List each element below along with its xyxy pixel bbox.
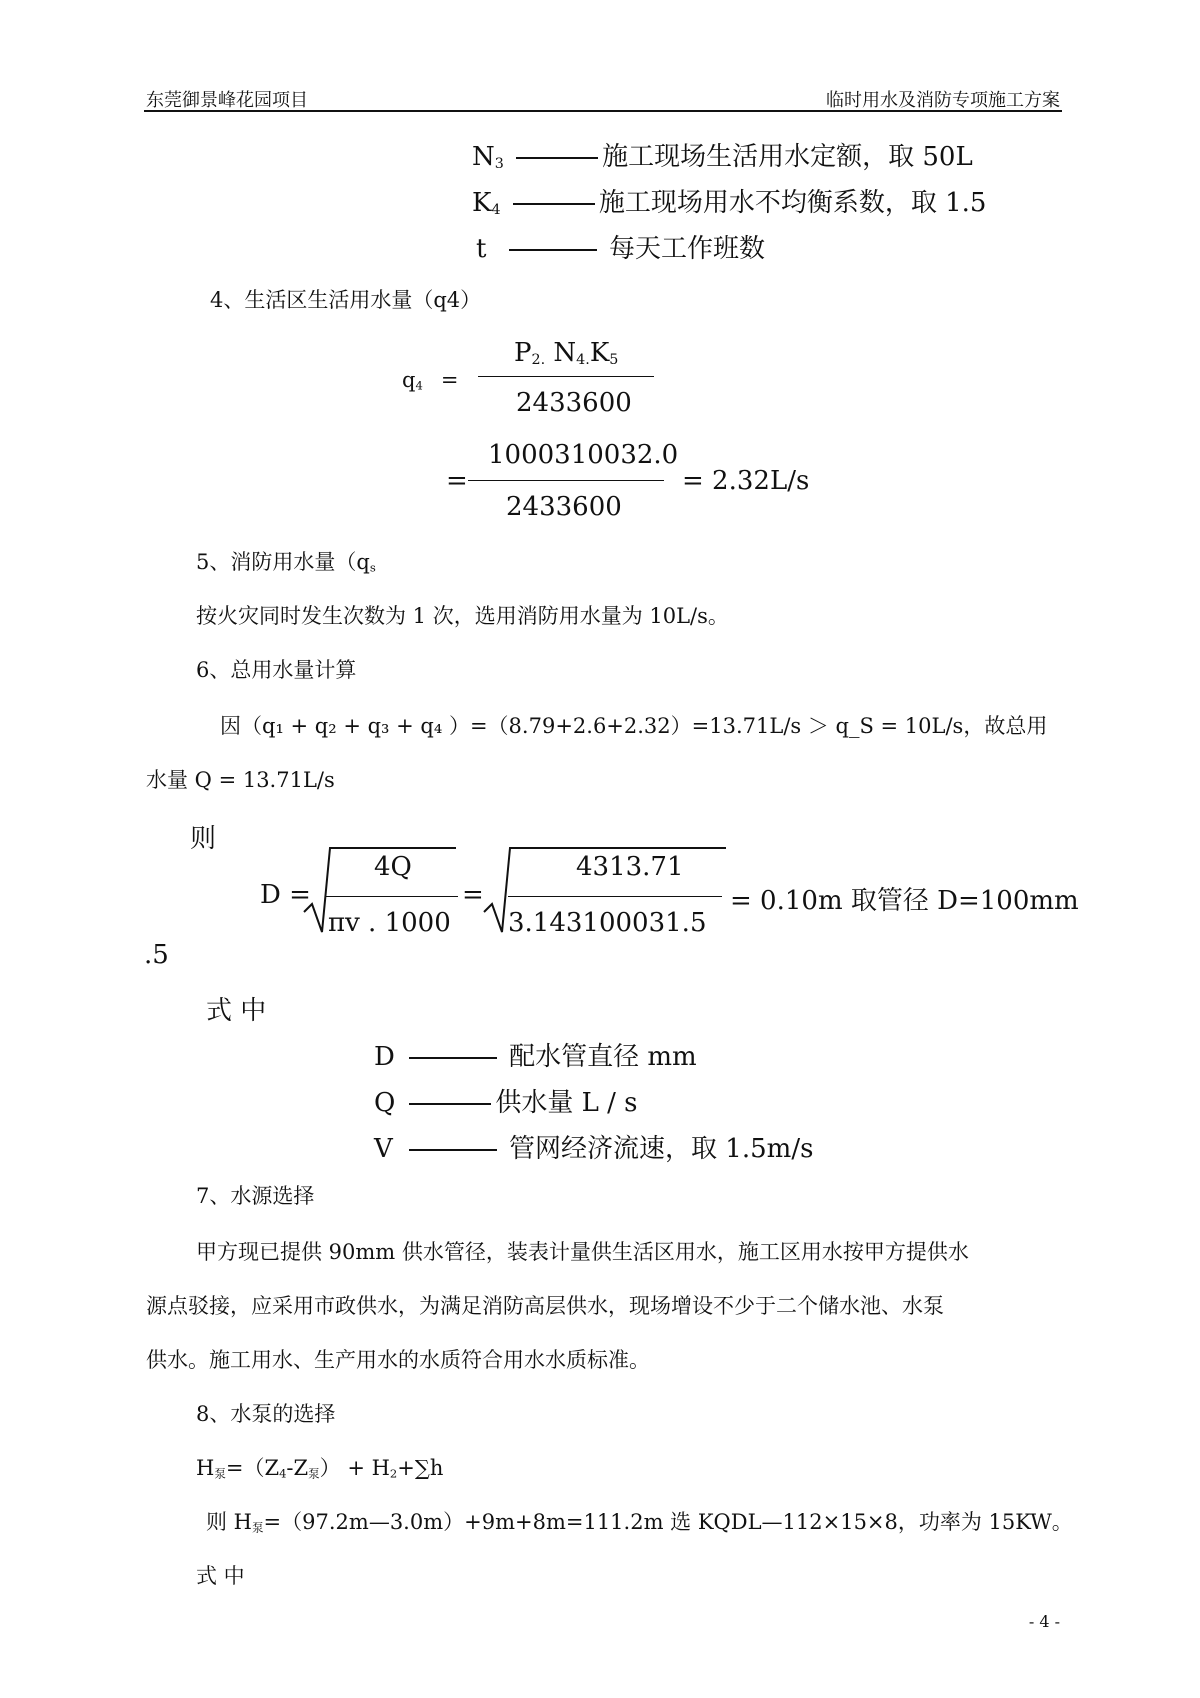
q4-denominator-2: 2433600 xyxy=(506,492,622,522)
def-row-t xyxy=(476,228,765,265)
def-dash xyxy=(509,249,597,251)
header-rule xyxy=(144,110,1062,112)
d-denominator-b: 3.143100031.5 xyxy=(508,908,707,938)
pump-formula: $H_泵=(Z_4-Z_泵) + H_2+\sum h$ xyxy=(196,1456,444,1481)
shizhong-heading-2: 式 中 xyxy=(196,1564,245,1588)
q4-lhs: $q_4$ = xyxy=(402,368,459,393)
d-fraction-bar-b xyxy=(508,896,722,897)
def-row-d: D 配水管直径 mm xyxy=(374,1042,697,1072)
section-7-p3: 供水。施工用水、生产用水的水质符合用水水质标准。 xyxy=(146,1348,650,1372)
q4-eq-2: = xyxy=(446,466,468,496)
section-5-text: 按火灾同时发生次数为 1 次，选用消防用水量为 10L/s。 xyxy=(196,604,729,628)
def-dash xyxy=(513,203,595,205)
def-symbol: K xyxy=(472,188,492,218)
section-7-p2: 源点驳接，应采用市政供水，为满足消防高层供水，现场增设不少于二个储水池、水泵 xyxy=(146,1294,944,1318)
def-symbol-sub: 3 xyxy=(494,155,504,172)
q4-numerator-2: 1000310032.0 xyxy=(488,440,679,470)
section-6-ze: 则 xyxy=(190,824,217,854)
q4-result: = 2.32L/s xyxy=(682,466,810,496)
q4-denominator-1: 2433600 xyxy=(516,388,632,418)
pump-calculation: 则 $H_泵=(97.2m—3.0m)+9m+8m=111.2m$ 选 KQDL—112×15×8，功率为 15KW。 xyxy=(206,1510,1073,1535)
d-result: = 0.10m 取管径 D=100mm xyxy=(730,886,1079,916)
def-row-n3 xyxy=(472,136,973,173)
def-text: 每天工作班数 xyxy=(600,234,765,264)
page-number: - 4 - xyxy=(1028,1612,1060,1631)
d-numerator-b: 4313.71 xyxy=(576,852,684,882)
def-symbol-sub: 4 xyxy=(491,201,501,218)
q4-fraction-bar-1 xyxy=(478,376,654,377)
section-6-line-1: 因（q₁ + q₂ + q₃ + q₄ ）=（8.79+2.6+2.32）=13.71L/s ＞ q_S = 10L/s，故总用 xyxy=(220,714,1048,738)
q4-fraction-bar-2 xyxy=(468,480,664,481)
def-row-q: Q 供水量 L / s xyxy=(374,1088,638,1118)
section-7-p1: 甲方现已提供 90mm 供水管径，装表计量供生活区用水，施工区用水按甲方提供水 xyxy=(196,1240,969,1264)
def-row-k4 xyxy=(472,182,986,219)
def-symbol: t xyxy=(476,234,487,264)
section-6-line-2: 水量 Q = 13.71L/s xyxy=(146,768,335,792)
header-document-title: 临时用水及消防专项施工方案 xyxy=(826,90,1060,111)
d-fraction-bar-a xyxy=(326,896,458,897)
shizhong-heading-1: 式 中 xyxy=(206,996,267,1026)
section-8-title: 8、水泵的选择 xyxy=(196,1402,336,1426)
def-text: 施工现场用水不均衡系数，取 1.5 xyxy=(598,188,987,218)
d-numerator-a: 4Q xyxy=(374,852,412,882)
d-lhs: D = xyxy=(260,880,311,910)
d-denominator-a: πv . 1000 xyxy=(328,908,451,938)
q4-numerator-1: $P_{2.}$ $N_{4.}K_5$ xyxy=(514,338,619,368)
def-text: 施工现场生活用水定额，取 50L xyxy=(602,142,973,172)
def-symbol: N xyxy=(472,142,495,172)
d-result-tail: .5 xyxy=(144,940,169,970)
def-row-v: V 管网经济流速，取 1.5m/s xyxy=(374,1134,814,1164)
d-eq-mid: = xyxy=(462,880,484,910)
section-5-title: 5、消防用水量（$q_s$ xyxy=(196,550,376,575)
section-6-title: 6、总用水量计算 xyxy=(196,658,357,682)
header-project-name: 东莞御景峰花园项目 xyxy=(146,90,308,111)
section-4-title: 4、生活区生活用水量（q4） xyxy=(210,288,482,312)
def-dash xyxy=(516,157,598,159)
section-7-title: 7、水源选择 xyxy=(196,1184,315,1208)
